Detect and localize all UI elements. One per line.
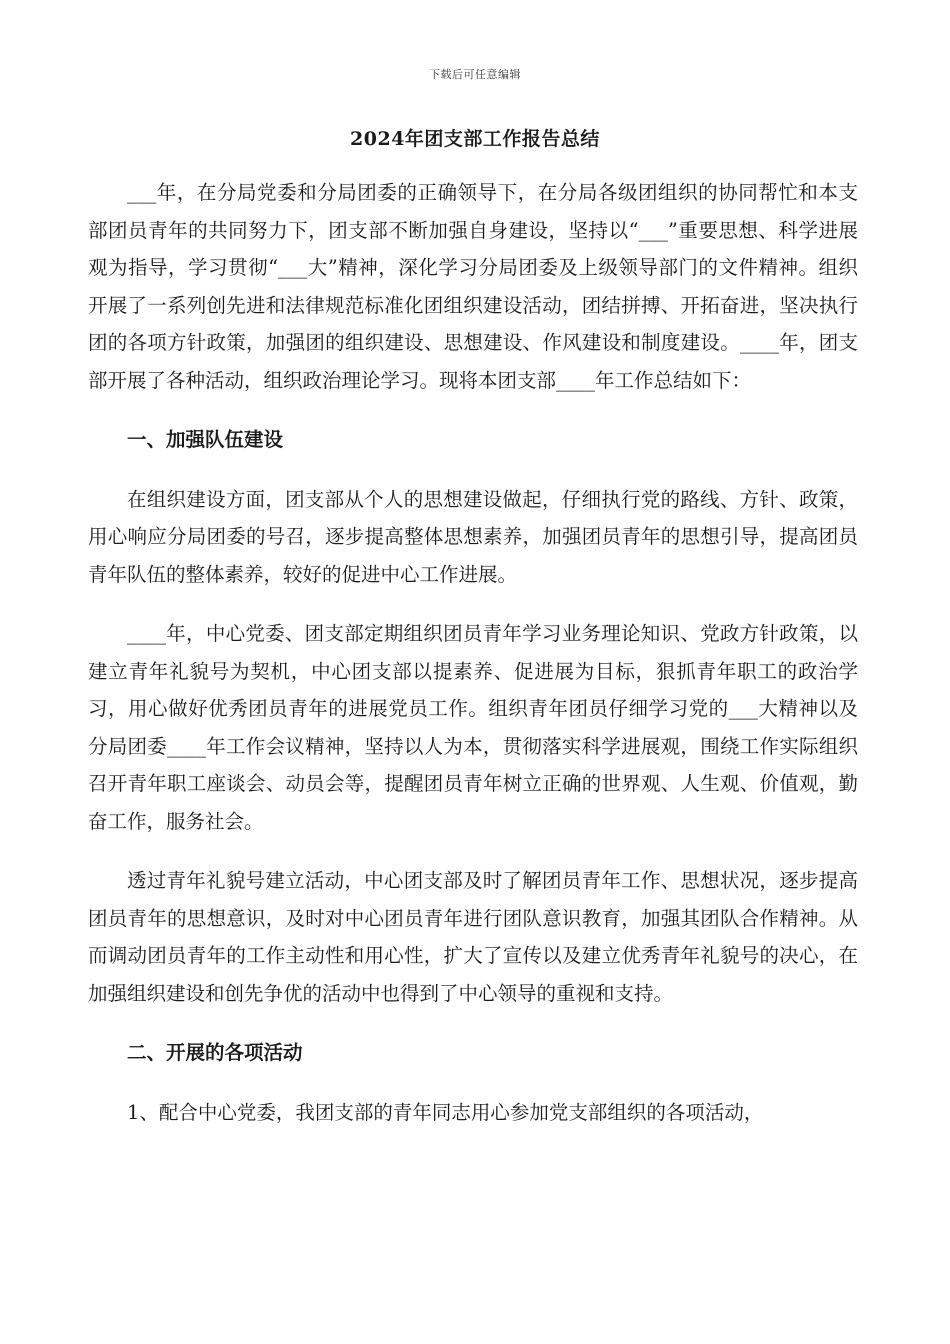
intro-paragraph: ___年，在分局党委和分局团委的正确领导下，在分局各级团组织的协同帮忙和本支部团员青年的共同努力下，团支部不断加强自身建设，坚持以“___”重要思想、科学进展观为指导，学习贯彻“___大”精神，深化学习分局团委及上级领导部门的文件精神。组织开展了一系列创先进和法律规范标准化团组织建设活动，团结拼搏、开拓奋进，坚决执行团的各项方针政策，加强团的组织建设、思想建设、作风建设和制度建设。____年，团支部开展了各种活动，组织政治理论学习。现将本团支部____年工作总结如下： bbox=[88, 181, 858, 392]
document-body bbox=[88, 174, 858, 1153]
section-heading-1: 一、加强队伍建设 bbox=[127, 428, 284, 451]
section-heading-2: 二、开展的各项活动 bbox=[127, 1041, 303, 1064]
section1-paragraph-1: 在组织建设方面，团支部从个人的思想建设做起，仔细执行党的路线、方针、政策，用心响应分局团委的号召，逐步提高整体思想素养，加强团员青年的思想引导，提高团员青年队伍的整体素养，较好的促进中心工作进展。 bbox=[88, 487, 858, 586]
header-note: 下载后可任意编辑 bbox=[429, 68, 521, 81]
section1-paragraph-2: ____年，中心党委、团支部定期组织团员青年学习业务理论知识、党政方针政策，以建立青年礼貌号为契机，中心团支部以提素养、促进展为目标，狠抓青年职工的政治学习，用心做好优秀团员青年的进展党员工作。组织青年团员仔细学习党的___大精神以及分局团委____年工作会议精神，坚持以人为本，贯彻落实科学进展观，围绕工作实际组织召开青年职工座谈会、动员会等，提醒团员青年树立正确的世界观、人生观、价值观，勤奋工作，服务社会。 bbox=[88, 622, 858, 833]
document-title: 2024年团支部工作报告总结 bbox=[350, 128, 600, 150]
section2-paragraph-1: 1、配合中心党委，我团支部的青年同志用心参加党支部组织的各项活动， bbox=[127, 1100, 764, 1124]
section1-paragraph-3: 透过青年礼貌号建立活动，中心团支部及时了解团员青年工作、思想状况，逐步提高团员青年的思想意识，及时对中心团员青年进行团队意识教育，加强其团队合作精神。从而调动团员青年的工作主动性和用心性，扩大了宣传以及建立优秀青年礼貌号的决心，在加强组织建设和创先争优的活动中也得到了中心领导的重视和支持。 bbox=[88, 869, 858, 1005]
